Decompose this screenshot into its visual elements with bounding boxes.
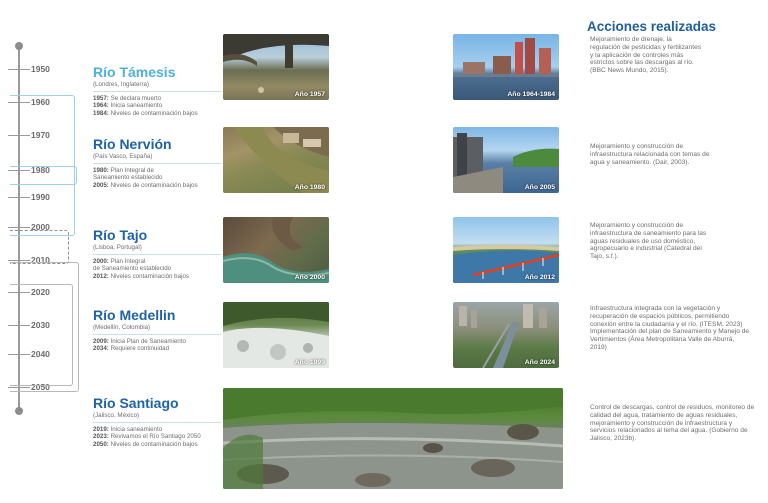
river-location: (Lisboa, Portugal) [93, 244, 142, 251]
year-2040: 2040 [31, 349, 50, 359]
river-block-santiago [93, 395, 221, 448]
tick-1950 [8, 69, 30, 70]
river-underline [93, 334, 221, 335]
year-2010: 2010 [31, 255, 50, 265]
timeline [0, 0, 80, 503]
event-line: de Saneamiento establecido [93, 265, 172, 273]
river-block-tamesis [93, 64, 221, 117]
river-location: (Jalisco, México) [93, 412, 140, 419]
photo-nervion-after [453, 127, 559, 193]
event-line: 2034: Requiere continuidad [93, 345, 170, 353]
river-events [93, 167, 221, 189]
photo-santiago [223, 388, 563, 489]
year-2000: 2000 [31, 222, 50, 232]
photo-caption: Año 2005 [524, 184, 555, 191]
action-text-tajo: Mejoramiento y construcción de infraestructura de saneamiento para las aguas residuales de uso doméstico, agropecuario e industrial (Catedral del Tajo, s.f.). [590, 222, 707, 261]
river-events [93, 338, 221, 353]
river-underline [93, 254, 221, 255]
photo-tajo-before [223, 217, 329, 283]
photo-medellin-before [223, 302, 329, 368]
timeline-start-dot [15, 42, 23, 50]
event-line: 1964: Inicia saneamiento [93, 102, 163, 110]
river-name: Río Tajo [93, 227, 148, 243]
photo-caption: Año 2024 [524, 359, 555, 366]
period-bracket-nervion [10, 166, 77, 185]
event-line: 1957: Se declara muerto [93, 95, 162, 102]
event-line: 2000: Plan Integral [93, 258, 146, 265]
year-1950: 1950 [31, 64, 50, 74]
river-underline [93, 91, 221, 92]
river-underline [93, 422, 221, 423]
photo-nervion-before [223, 127, 329, 193]
photo-medellin-after [453, 302, 559, 368]
action-text-tamesis: Mejoramiento de drenaje, la regulación de pesticidas y fertilizantes y la aplicación de controles más estrictos sobre las descargas al río. (BBC News Mundo, 2015). [590, 36, 702, 75]
period-bracket-tajo [10, 230, 69, 264]
event-line: 2009: Inicia Plan de Saneamiento [93, 338, 186, 345]
event-line: 1984: Niveles de contaminación bajos [93, 109, 198, 117]
photo-caption: Año 2000 [294, 274, 325, 281]
photo-caption: Año 2012 [524, 274, 555, 281]
action-text-santiago: Control de descargas, control de residuos, monitoreo de calidad del agua, tratamiento de aguas residuales, mejoramiento y construcción de infraestructura y servicios relacionados al tema del agua. (Gobierno de Jalisco, 2023b). [590, 404, 755, 443]
period-bracket-santiago [10, 284, 73, 386]
photo-tamesis-before [223, 34, 329, 100]
river-location: (Londres, Inglaterra) [93, 81, 150, 88]
year-1980: 1980 [31, 165, 50, 175]
river-name: Río Santiago [93, 395, 179, 411]
photo-caption: Año 1980 [294, 184, 325, 191]
event-line: Saneamiento establecido [93, 174, 163, 182]
year-2050: 2050 [31, 382, 50, 392]
photo-tamesis-after [453, 34, 559, 100]
action-text-medellin: Infraestructura integrada con la vegetación y recuperación de espacios públicos, permitiendo conexión entre la ciudadanía y el río. (ITESM, 2023) Implementación del plan de Saneamiento y Manejo de Vertimientos (Área Metropolitana Valle de Aburrá, 2019) [590, 305, 750, 351]
year-1970: 1970 [31, 130, 50, 140]
event-line: 1980: Plan Integral de [93, 167, 154, 174]
photo-caption: Año 1964-1984 [507, 91, 555, 98]
event-line: 2005: Niveles de contaminación bajos [93, 181, 198, 189]
river-underline [93, 163, 221, 164]
river-events [93, 426, 221, 448]
event-line: 2012: Niveles contaminación bajos [93, 272, 189, 280]
timeline-end-dot [15, 407, 23, 415]
event-line: 2023: Revivamos el Río Santiago 2050 [93, 433, 201, 441]
river-block-tajo [93, 227, 221, 280]
photo-tajo-after [453, 217, 559, 283]
river-name: Río Nervión [93, 136, 172, 152]
year-2030: 2030 [31, 320, 50, 330]
year-2020: 2020 [31, 287, 50, 297]
action-text-nervion: Mejoramiento y construcción de infraestructura relacionada con temas de agua y saneamiento. (Dair, 2003). [590, 143, 710, 166]
river-location: (Medellín, Colombia) [93, 324, 151, 331]
river-name: Río Támesis [93, 64, 176, 80]
actions-header: Acciones realizadas [587, 19, 717, 34]
event-line: 2019: Inicia saneamiento [93, 426, 163, 433]
event-line: 2050: Niveles de contaminación bajos [93, 440, 198, 448]
year-1990: 1990 [31, 192, 50, 202]
river-block-medellin [93, 307, 221, 353]
photo-caption: Año 1999 [294, 359, 325, 366]
river-location: (País Vasco, España) [93, 153, 153, 160]
river-block-nervion [93, 136, 221, 189]
photo-caption: Año 1957 [294, 91, 325, 98]
river-events [93, 95, 221, 117]
year-1960: 1960 [31, 97, 50, 107]
river-events [93, 258, 221, 280]
river-name: Río Medellin [93, 307, 176, 323]
